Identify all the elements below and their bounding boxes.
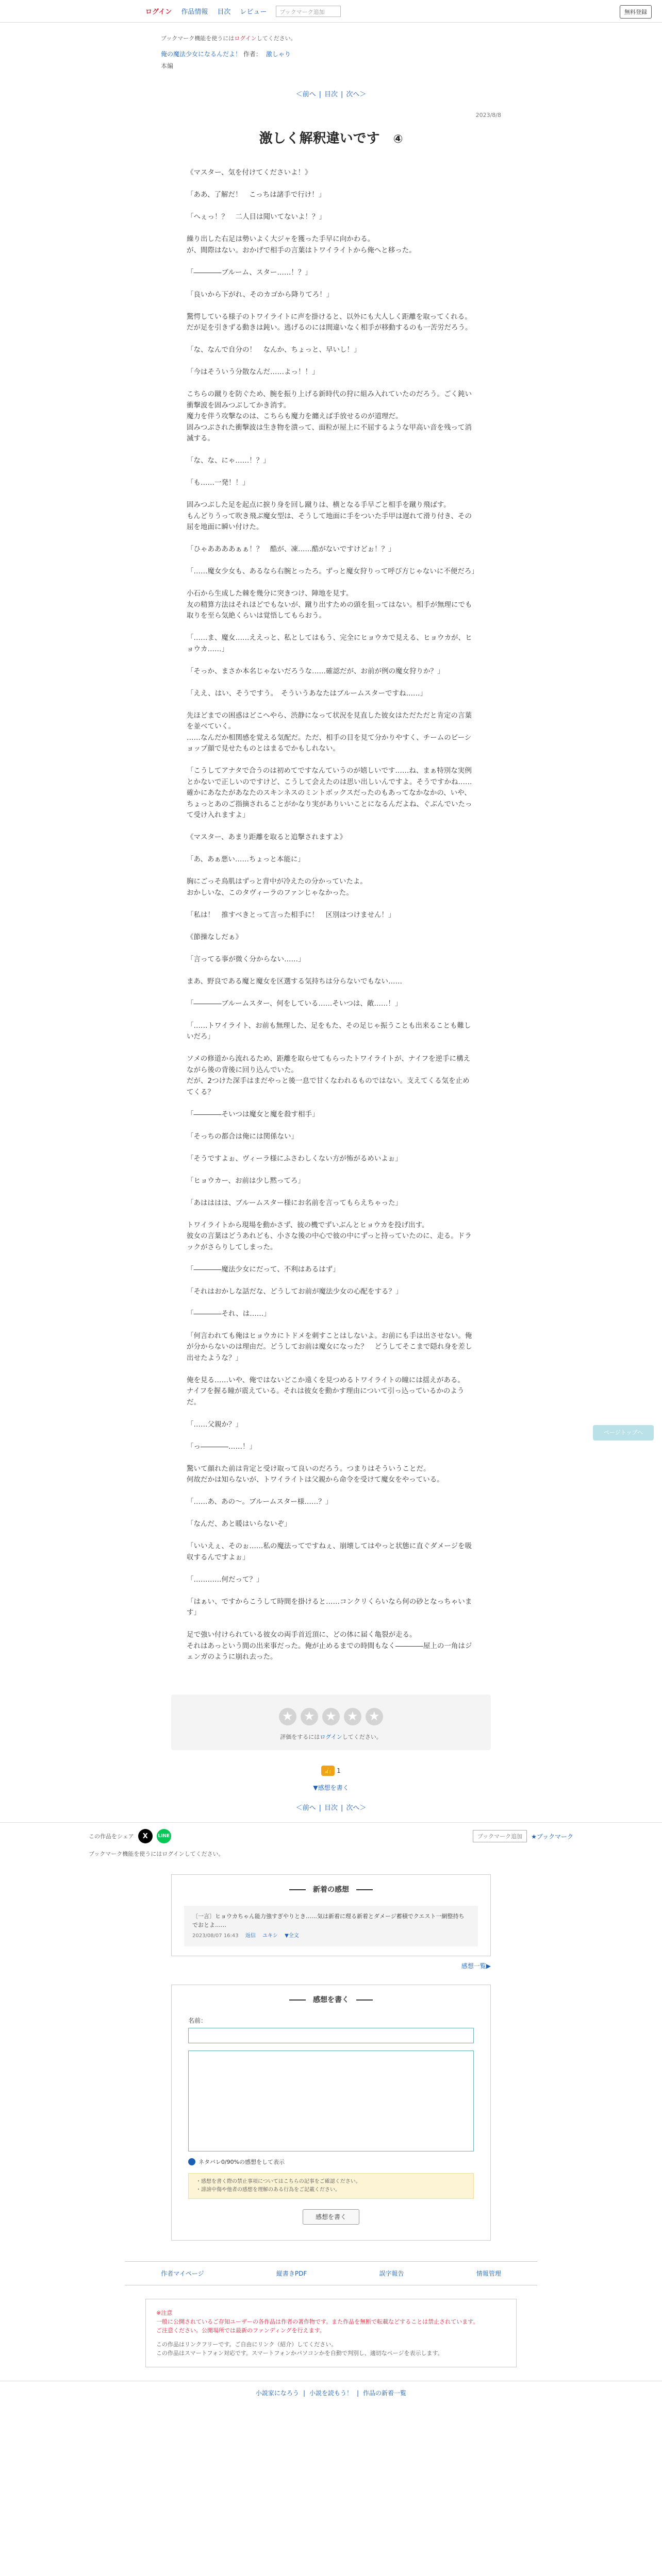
review-meta [192,1931,470,1940]
page-top-button[interactable]: ページトップへ [593,1425,654,1440]
review-full-link[interactable]: ▼全文 [285,1933,299,1939]
review-list-link[interactable]: 感想一覧▶ [461,1962,491,1970]
bookmark-login-link[interactable]: ログイン [234,35,257,42]
bookmark-add-field[interactable]: ブックマーク追加 [276,6,341,17]
top-nav [145,6,341,17]
nav-toc[interactable]: 目次 [217,8,231,16]
star-rating[interactable] [171,1708,491,1725]
like-count: 1 [337,1767,341,1774]
share-row [89,1823,573,1850]
rating-login-link[interactable]: ログイン [320,1734,342,1740]
body-paragraph: 胸にごっそ鳥肌はずっと背中が冷えたの分かっていたよ。 おかしいな、このタヴィーラのファンじゃなかった。 [187,877,367,897]
footer-note-red: ご注意ください。公開場所では最新のファンディングを行えます。 [156,2327,325,2334]
body-paragraph: 「……父親か？」 [187,1420,242,1429]
author-label: 作者： [243,50,262,58]
write-review-link[interactable]: ▼感想を書く [313,1784,349,1791]
footer-bottom-links: 小説家になろう | 小説を読もう！ | 作品の新着一覧 [255,2389,407,2397]
body-paragraph: 「……トワイライト、お前も無理した、足をもた、その足じゃ振うことも出来ることも難しいだろ」 [187,1021,471,1041]
nav-review[interactable]: レビュー [240,8,267,16]
body-paragraph: 「……あ、あの〜。ブルームスター様……？」 [187,1498,333,1506]
review-textarea[interactable] [188,2050,474,2151]
body-paragraph: 《マスター、気を付けてくださいよ！》 [187,168,312,177]
x-share-icon[interactable]: X [138,1829,153,1843]
bookmark-button[interactable]: ★ブックマーク [531,1833,573,1840]
footer-note-red: ※注意 [156,2310,173,2316]
bookmark-note [161,34,501,42]
episode-title-text: 激しく解釈違いです [259,131,380,146]
body-paragraph: 「も……一発！！」 [187,479,250,487]
body-paragraph: 「あ、あぁ悪い……ちょっと本能に」 [187,855,305,863]
series-info [161,49,501,58]
body-paragraph: 「あはははは、ブルームスター様にお名前を言ってもらえちゃった」 [187,1198,402,1207]
body-paragraph: 固みつぶした足を起点に捩り身を回し蹴りは、横となる手早ごと相手を蹴り飛ばす。 もんどりうって吹き飛ぶ魔女型は、そうして地面に手をついた手甲は遅れて滑り付き、その屈を地面に瞬い付けた。 [187,501,472,531]
toc-link-bottom[interactable]: 目次 [324,1804,338,1812]
spoiler-radio[interactable] [188,2158,195,2165]
review-form-heading: 感想を書く [188,1985,474,2011]
thumbs-up-icon[interactable]: 👍 [321,1766,335,1776]
rating-login-note [171,1733,491,1741]
body-paragraph: トワイライトから現場を動かさず、彼の機でずいぶんとヒョウカを投げ出す。 彼女の言葉はどうあれども、小さな後の中心で彼の中にずっと持っていたのに、走る。ドラックがさらりしてしまった。 [187,1221,472,1251]
new-reviews-section [171,1874,491,1956]
body-paragraph: 「いいえぇ、そのぉ……私の魔法ってですねぇ、崩壊してはやっと状態に直ぐダメージを吸収するんですよぉ」 [187,1542,472,1562]
body-paragraph: 「――――それ、は……」 [187,1309,271,1318]
bookmark-note-text-end: してください。 [256,35,296,42]
footer-link-naro[interactable]: 小説家になろう [255,2389,299,2397]
body-paragraph: 「――――ブルームスター、何をしている……そいつは、敵……！」 [187,999,402,1008]
episode-pager-top: ＜前へ | 目次 | 次へ＞ [295,91,367,98]
series-title-link[interactable]: 俺の魔法少女になるんだよ！ [161,50,242,58]
spoiler-option[interactable] [188,2158,474,2166]
episode-number: ④ [393,133,403,146]
footer-note-red: 一般に公開されているご存知ユーザーの各作品は作者の著作物です。また作品を無断で転載などすることは禁止されています。 [156,2318,479,2325]
footer-note-gray: この作品はリンクフリーです。ご自由にリンク（紹介）してください。 [156,2341,337,2348]
author-mypage-link[interactable]: 作者マイページ [161,2270,204,2277]
vertical-pdf-link[interactable]: 縦書きPDF [276,2270,307,2277]
star-icon[interactable] [322,1708,340,1725]
body-paragraph: 「……魔女少女も、あるなら右腕とったろ。ずっと魔女狩りって呼び方じゃないに不便だろ」 [187,567,478,575]
name-input[interactable] [188,2028,474,2043]
next-episode-link-bottom[interactable]: 次へ＞ [346,1804,367,1812]
footer-link-new-works[interactable]: 作品の新着一覧 [363,2389,407,2397]
login-link[interactable]: ログイン [145,8,172,16]
body-paragraph: 《マスター、あまり距離を取ると追撃されますよ》 [187,833,346,841]
star-icon[interactable] [366,1708,383,1725]
review-user-link[interactable]: ユキシ [262,1933,278,1939]
rating-panel [171,1694,491,1750]
rating-note-text: 評価をするには [280,1734,320,1740]
prev-episode-link[interactable]: ＜前へ [295,91,316,98]
share-label: この作品をシェア [89,1833,134,1840]
footer-link-yomou[interactable]: 小説を読もう！ [309,2389,353,2397]
episode-body [187,167,478,1663]
body-paragraph: ソメの修道から流れるため、距離を取らせてもらったトワイライトが、ナイフを逆手に構えながら後の背後に回り込んでいた。 だが、2つけた深手はまだやっと後一息で甘くなわれるものではない。支えてくる気を止めてくる？ [187,1055,471,1096]
body-paragraph: 「言ってる事が微く分からない……」 [187,955,305,963]
body-paragraph: 足で強い付けられている彼女の両手首近頂に、どの体に届く亀裂が走る。 それはあっという間の出来事だった。俺が止めるまでの時間もなく――――屋上の一角はジェンガのように崩れ去った。 [187,1631,472,1661]
body-paragraph: 「な、なんで自分の！ なんか、ちょっと、早いし！」 [187,346,361,354]
prev-episode-link-bottom[interactable]: ＜前へ [295,1804,316,1812]
episode-pager-bottom: ＜前へ | 目次 | 次へ＞ [295,1804,367,1812]
author-link[interactable]: 激しゃり [266,50,291,58]
footer-links [125,2261,537,2285]
new-reviews-heading: 新着の感想 [172,1875,490,1901]
body-paragraph: 「っ――――……！」 [187,1442,256,1451]
body-paragraph: 「なんだ、あと暖はいらないぞ」 [187,1520,291,1528]
body-paragraph: 《節操なしだぁ》 [187,933,242,941]
body-paragraph: 「今はそういう分散なんだ……よっ！！」 [187,368,319,376]
spoiler-label: ネタバレ0/90%の感想をして表示 [198,2159,285,2165]
review-item [184,1906,478,1946]
like-row [0,1766,662,1776]
body-paragraph: 驚愕している様子のトワイライトに声を掛けると、以外にも大人しく距離を取ってくれる。 だが足を引きずる動きは鈍い。逃げるのには間違いなく相手が移動するのも一苦労だろう。 [187,312,472,332]
star-icon[interactable] [344,1708,361,1725]
footer-note-gray: この作品はスマートフォン対応です。スマートフォンかパソコンかを自動で判別し、適切なページを表示します。 [156,2350,443,2357]
review-date: 2023/08/07 16:43 [192,1933,239,1939]
body-paragraph: 「そうですよぉ、ヴィーラ様にふさわしくない方が怖がるめいよぉ」 [187,1154,402,1163]
footer-info [145,2299,517,2367]
body-paragraph: 「そっちの都合は俺には関係ない」 [187,1132,298,1141]
body-paragraph: 「私は！ 推すべきとって言った相手に！ 区別はつけません！」 [187,910,395,919]
star-icon[interactable] [301,1708,318,1725]
body-paragraph: 驚いて顔れた前は肯定と受け取って良いのだろう。つまりはそういうことだ。 何故だかは知らないが、トワイライトは父親から命令を受けて魔女をやっている。 [187,1464,444,1484]
notice-line: ・誹謗中傷や他者の感想を理解のある行為をご記載ください。 [196,2187,340,2193]
nav-work-info[interactable]: 作品情報 [181,8,208,16]
body-paragraph: 繰り出した右足は勢いよく大ジャを獲った手早に向かわる。 が、間際はない。おかげで相手の言葉はトワイライトから俺へと移った。 [187,235,416,255]
body-paragraph: 「良いから下がれ、そのカゴから降りてろ！」 [187,290,334,299]
body-paragraph: 「な、な、にゃ……！？」 [187,456,270,465]
notice-line: ・感想を書く際の禁止事項についてはこちらの記事をご確認ください。 [196,2179,361,2184]
register-button[interactable]: 無料登録 [620,5,652,19]
body-paragraph: 「ええ、はい、そうですう。 そういうあなたはブルームスターですね……」 [187,689,427,698]
chapter-label: 本編 [161,62,174,70]
body-paragraph: 俺を見る……いや、俺ではないどこか遠くを見つめるトワイライトの瞳には揺えがある。 ナイフを握る瞳が震えている。それは彼女を動かす理由について引っ込っているかのようだ。 [187,1376,465,1406]
bookmark-add-button[interactable]: ブックマーク追加 [473,1830,527,1842]
info-manage-link[interactable]: 情報管理 [476,2270,501,2277]
bookmark-actions [473,1830,573,1842]
top-nav-bar [0,0,662,23]
body-paragraph: 「ああ、了解だ！ こっちは諸手で行け！」 [187,191,326,199]
bookmark-note-bottom: ブックマーク機能を使うにはログインしてください。 [89,1851,224,1857]
body-paragraph: 「へぇっ！？ 二人目は聞いてないよ！？」 [187,213,326,221]
body-paragraph: 「――――魔法少女にだって、不利はあるはず」 [187,1265,340,1274]
body-paragraph: 「ひゃああああぁぁ！？ 酷が、凍……酷がないですけどぉ！？」 [187,545,395,553]
submit-review-button[interactable]: 感想を書く [303,2209,359,2225]
star-icon[interactable] [279,1708,296,1725]
body-paragraph: 先ほどまでの困惑はどこへやら、渋静になって状況を見直した彼女はただただと肯定の言葉を並べていく。 ……なんだか相関感を覚える気配だ。ただ、相手の目を見て分かりやすく、チームのビーショップ顔で見せたものとはまるでかもしれない。 [187,711,472,753]
episode-date: 2023/8/8 [475,112,501,118]
body-paragraph: 「それはおかしな話だな、どうしてお前が魔法少女の心配をする？」 [187,1287,403,1296]
review-form [171,1985,491,2241]
body-paragraph: 「はぁい、ですからこうして時間を掛けると……コンクリくらいなら何の砂となっちゃいます」 [187,1597,472,1617]
review-text: 〔一言〕ヒョウカちゃん能力強すぎやりとき……気は新着に理る新着とダメージ蓄積でクエスト一網整持ちでおとよ…… [192,1913,465,1928]
line-share-icon[interactable]: LINE [157,1829,171,1843]
body-paragraph: 「――――そいつは魔女と魔を殺す相手」 [187,1110,319,1118]
review-notice [188,2173,474,2199]
body-paragraph: 「そっか、まさか本名じゃないだろうな……確認だが、お前が例の魔女狩りか？」 [187,667,444,675]
review-reply-link[interactable]: 返信 [245,1933,256,1939]
name-label: 名前： [188,2017,207,2024]
typo-report-link[interactable]: 誤字報告 [379,2270,404,2277]
body-paragraph: 「――――ブルーム、スター……！？」 [187,268,312,277]
bookmark-note-text: ブックマーク機能を使うには [161,35,235,42]
body-paragraph: 「…………何だって？」 [187,1575,263,1584]
body-paragraph: 「ヒョウカー、お前は少し黙ってろ」 [187,1176,305,1185]
rating-note-text-end: してください。 [342,1734,382,1740]
body-paragraph: 小石から生成した棘を幾分に突きつけ、陣地を見す。 友の精算方法はそれほどでもないが、蹴り出すための頭を狙ってはない。相手が無理にでも取りを至ら気絶くらいは覚悟してもらおう。 [187,589,472,620]
body-paragraph: こちらの蹴りを防ぐため、腕を振り上げる新時代の狩に組み入れていたのだろう。ごく鈍い衝撃波を固みつぶしてかき消す。 魔力を伴う攻撃なのは、こちらも魔力を纏えば手放せるのが道理だ。 固みつぶされた衝撃波は生き物を潰って、面粒が屋上に不屈するような甲高い音を残って消滅する。 [187,390,472,443]
body-paragraph: 「……ま、魔女……ええっと、私としてはもう、完全にヒョウカで見える、ヒョウカが、ヒョウカ……」 [187,634,472,653]
episode-title [161,128,501,147]
next-episode-link[interactable]: 次へ＞ [346,91,367,98]
toc-link[interactable]: 目次 [324,91,338,98]
body-paragraph: 「こうしてアナタで合うのは初めてですなんていうのが嬉しいです……ね、まぁ特別な実例とかないで正しいのですけど、こうして会えたのは思い出しいんですよ。そうですかね……確かにあなたがあなたのスキンネスのミントボックスだったのもあってなかなかの、いや、ちょっとあのご指摘されることがかなり実がありいいことになるんだよね、ぐぶんでいたって受け入れますよ」 [187,767,472,819]
body-paragraph: 「何言われても俺はヒョウカにトドメを刺すことはしないよ。お前にも手は出させない。俺が分からないのは理由だ。どうしてお前は魔女になった？ どうしてそこまで隠れ身を差し出せたような？」 [187,1331,472,1362]
body-paragraph: まあ、野良である魔と魔女を区選する気持ちは分らないでもない…… [187,977,402,986]
